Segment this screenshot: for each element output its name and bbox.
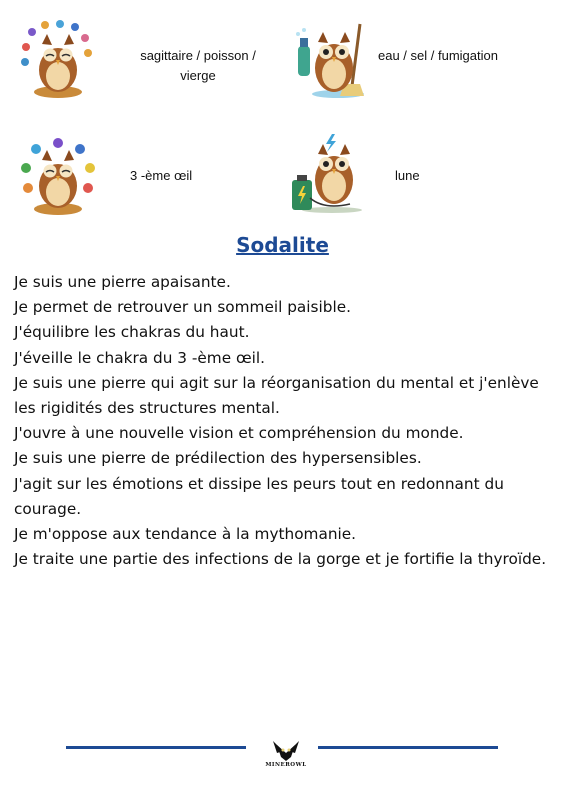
- zodiac-owl-icon: [18, 20, 98, 100]
- description-line: J'ouvre à une nouvelle vision et compréhension du monde.: [14, 424, 464, 443]
- chakra-label: 3 -ème œil: [130, 168, 193, 183]
- battery-owl-icon: [290, 134, 370, 214]
- cleansing-label: eau / sel / fumigation: [378, 48, 498, 63]
- stone-title: Sodalite: [236, 233, 329, 257]
- description-line: Je suis une pierre de prédilection des hypersensibles.: [14, 449, 422, 468]
- description-line: Je suis une pierre apaisante.: [14, 273, 231, 291]
- stone-description: [14, 270, 554, 572]
- recharge-label: lune: [395, 168, 420, 183]
- footer-rule-left: [66, 746, 246, 749]
- chakra-owl-icon: [18, 136, 98, 216]
- logo-text: MINEROWL: [265, 762, 307, 768]
- description-line: J'agit sur les émotions et dissipe les peurs tout en redonnant du courage.: [14, 474, 504, 518]
- description-line: J'éveille le chakra du 3 -ème œil.: [14, 348, 265, 367]
- description-line: Je suis une pierre qui agit sur la réorganisation du mental et j'enlève les rigidités des structures mental.: [14, 373, 539, 418]
- zodiac-label: sagittaire / poisson / vierge: [140, 48, 256, 83]
- description-line: Je traite une partie des infections de la gorge et je fortifie la thyroïde.: [14, 550, 547, 569]
- footer-rule-right: [318, 746, 498, 749]
- description-line: Je m'oppose aux tendance à la mythomanie.: [14, 525, 357, 544]
- brand-logo: [261, 723, 311, 773]
- description-line: J'équilibre les chakras du haut.: [14, 323, 250, 342]
- cleaning-owl-icon: [294, 20, 374, 100]
- description-line: Je permet de retrouver un sommeil paisible.: [14, 298, 352, 317]
